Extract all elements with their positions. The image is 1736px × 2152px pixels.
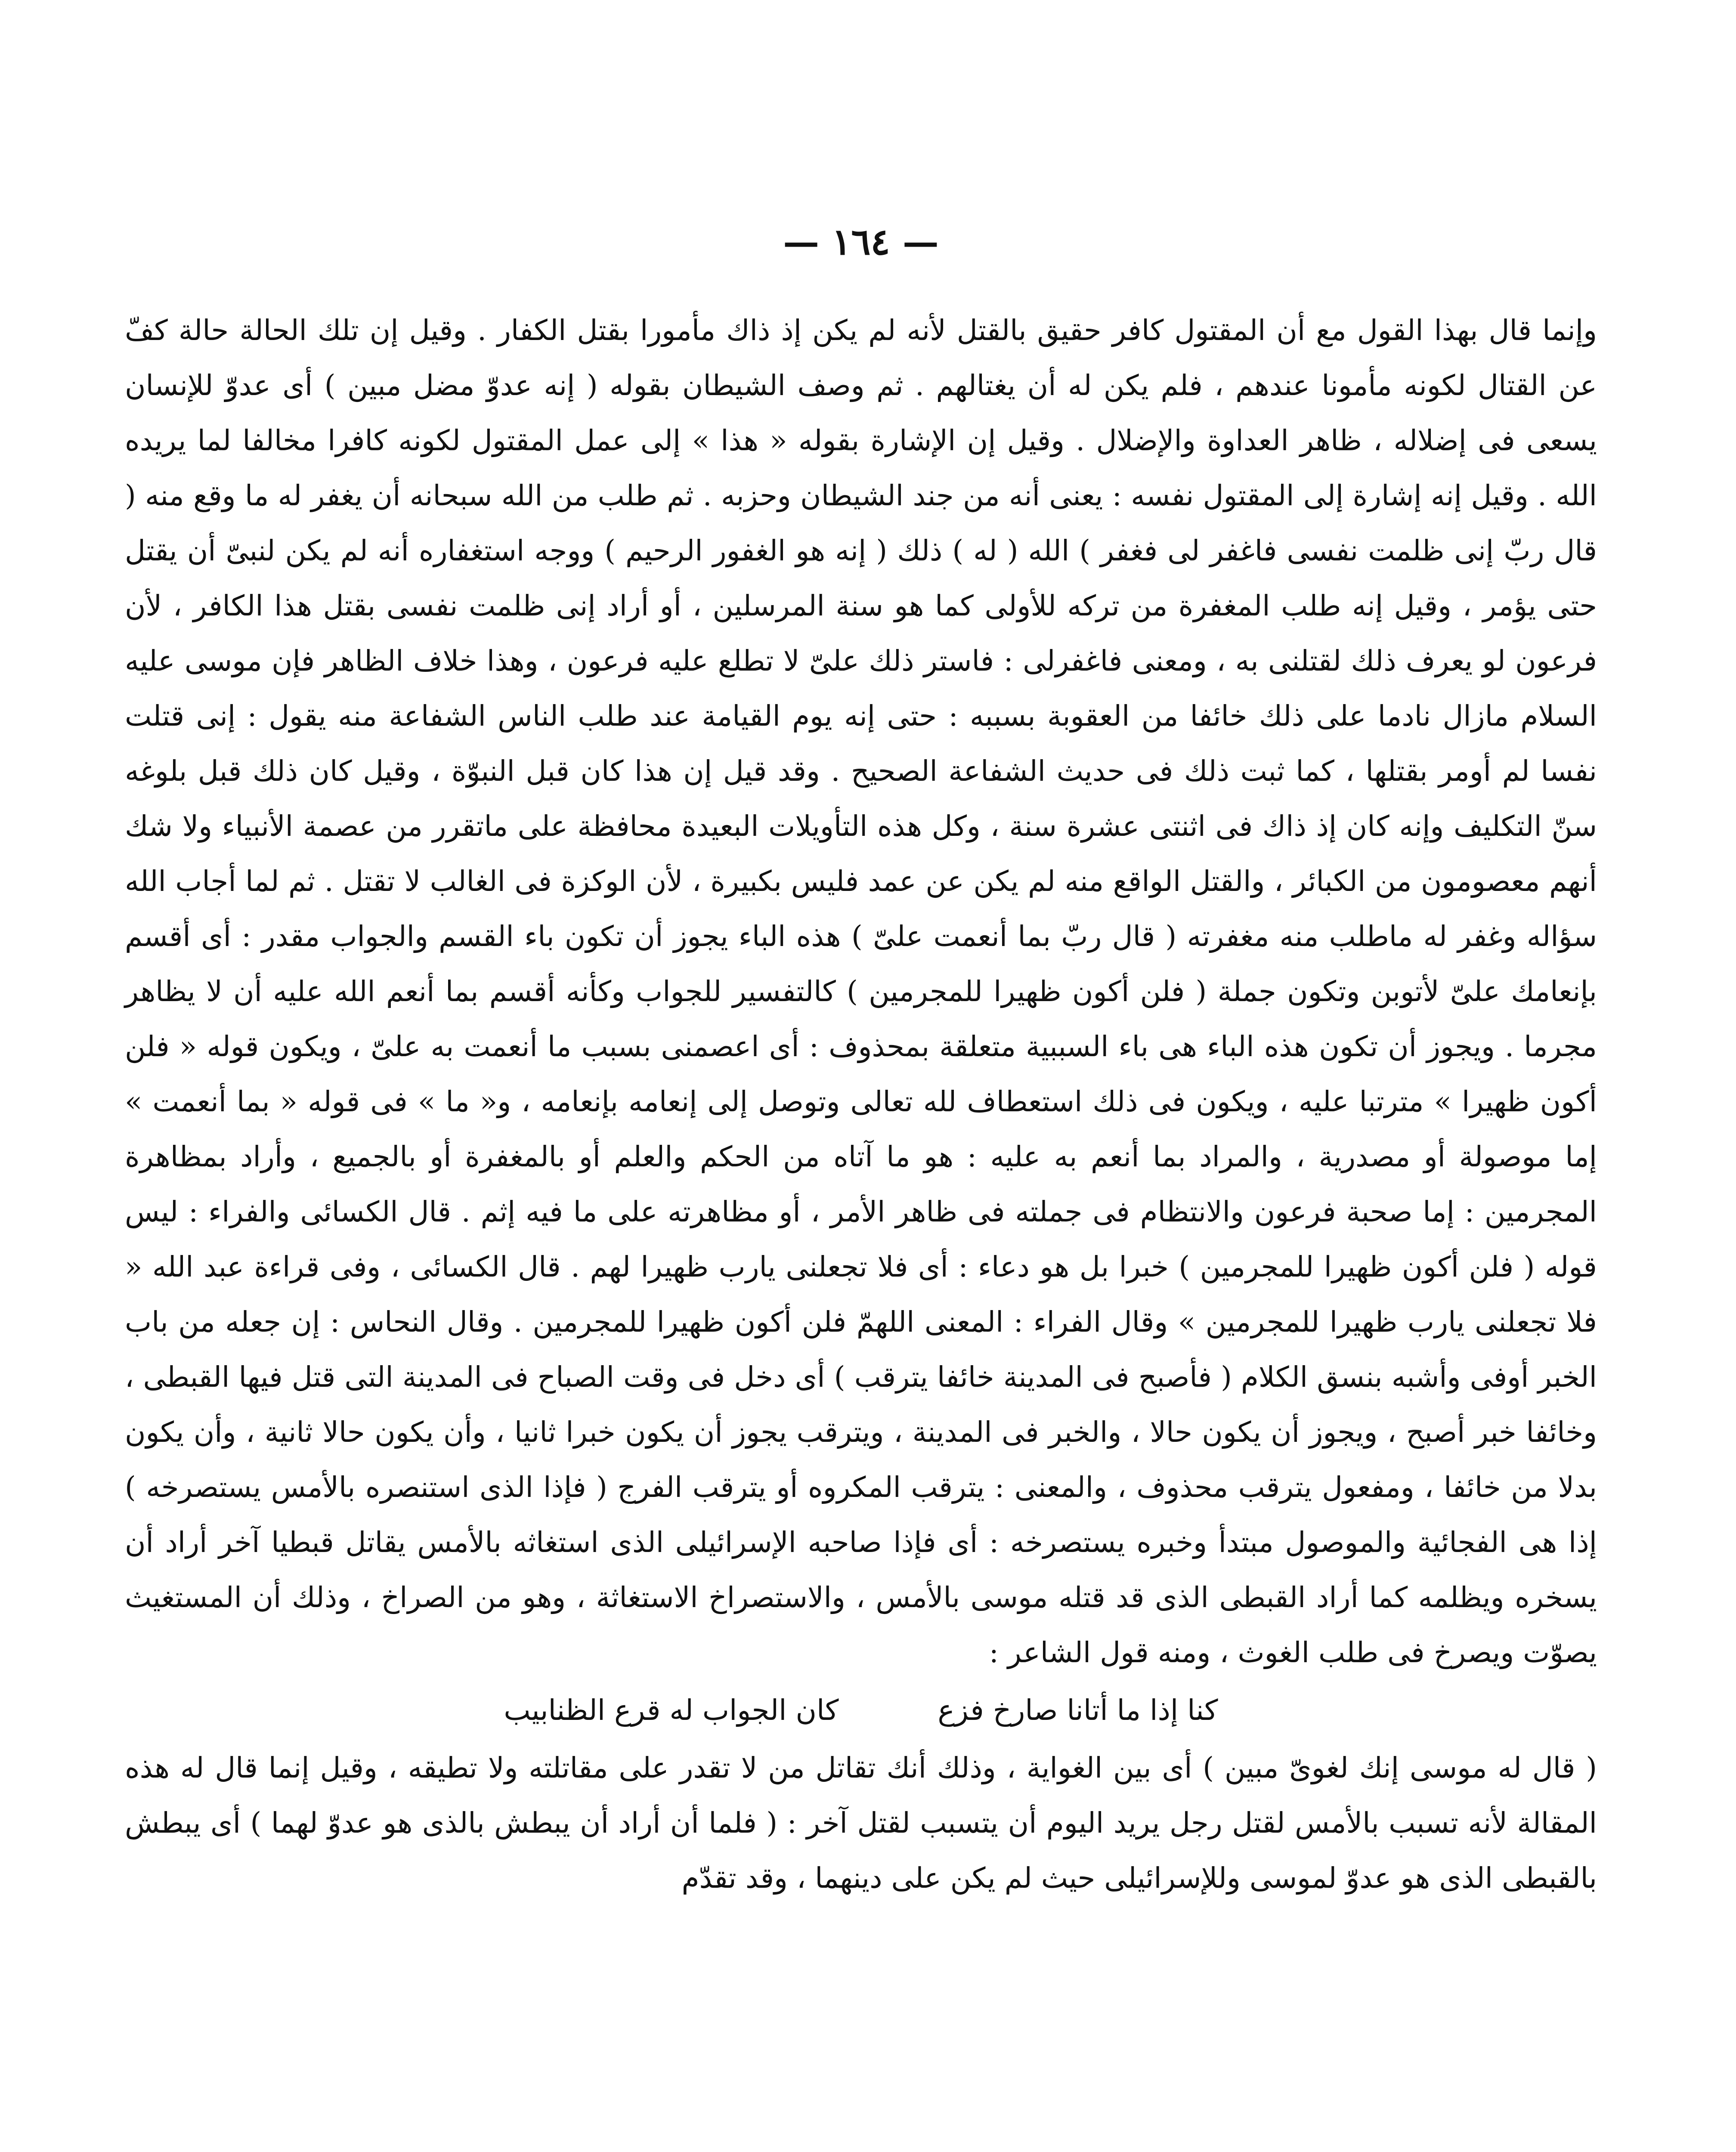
page-number: — ١٦٤ — bbox=[783, 220, 939, 263]
body-text bbox=[125, 303, 1597, 1906]
verse-first-hemistich: كنا إذا ما أتانا صارخ فزع bbox=[938, 1694, 1218, 1727]
page bbox=[125, 220, 1597, 2152]
closing-paragraph: ( قال له موسى إنك لغوىّ مبين ) أى بين الغواية ، وذلك أنك تقاتل من لا تقدر على مقاتلته ولا تطيقه ، وقيل إنما قال له هذه المقالة لأنه تسبب بالأمس لقتل رجل يريد اليوم أن يتسبب لقتل آخر : ( فلما أن أراد أن يبطش بالذى هو عدوّ لهما ) أى يبطش بالقبطى الذى هو عدوّ لموسى وللإسرائيلى حيث لم يكن على دينهما ، وقد تقدّم bbox=[125, 1751, 1597, 1895]
poetry-verse bbox=[125, 1683, 1597, 1738]
main-paragraph: وإنما قال بهذا القول مع أن المقتول كافر حقيق بالقتل لأنه لم يكن إذ ذاك مأمورا بقتل الكفار . وقيل إن تلك الحالة حالة كفّ عن القتال لكونه مأمونا عندهم ، فلم يكن له أن يغتالهم . ثم وصف الشيطان بقوله ( إنه عدوّ مضل مبين ) أى عدوّ للإنسان يسعى فى إضلاله ، ظاهر العداوة والإضلال . وقيل إن الإشارة بقوله « هذا » إلى عمل المقتول لكونه كافرا مخالفا لما يريده الله . وقيل إنه إشارة إلى المقتول نفسه : يعنى أنه من جند الشيطان وحزبه . ثم طلب من الله سبحانه أن يغفر له ما وقع منه ( قال ربّ إنى ظلمت نفسى فاغفر لى فغفر ) الله ( له ) ذلك ( إنه هو الغفور الرحيم ) ووجه استغفاره أنه لم يكن لنبىّ أن يقتل حتى يؤمر ، وقيل إنه طلب المغفرة من تركه للأولى كما هو سنة المرسلين ، أو أراد إنى ظلمت نفسى بقتل هذا الكافر ، لأن فرعون لو يعرف ذلك لقتلنى به ، ومعنى فاغفرلى : فاستر ذلك علىّ لا تطلع عليه فرعون ، وهذا خلاف الظاهر فإن موسى عليه السلام مازال نادما على ذلك خائفا من العقوبة بسببه : حتى إنه يوم القيامة عند طلب الناس الشفاعة منه يقول : إنى قتلت نفسا لم أومر بقتلها ، كما ثبت ذلك فى حديث الشفاعة الصحيح . وقد قيل إن هذا كان قبل النبوّة ، وقيل كان ذلك قبل بلوغه سنّ التكليف وإنه كان إذ ذاك فى اثنتى عشرة سنة ، وكل هذه التأويلات البعيدة محافظة على ماتقرر من عصمة الأنبياء ولا شك أنهم معصومون من الكبائر ، والقتل الواقع منه لم يكن عن عمد فليس بكبيرة ، لأن الوكزة فى الغالب لا تقتل . ثم لما أجاب الله سؤاله وغفر له ماطلب منه مغفرته ( قال ربّ بما أنعمت علىّ ) هذه الباء يجوز أن تكون باء القسم والجواب مقدر : أى أقسم بإنعامك علىّ لأتوبن وتكون جملة ( فلن أكون ظهيرا للمجرمين ) كالتفسير للجواب وكأنه أقسم بما أنعم الله عليه أن لا يظاهر مجرما . ويجوز أن تكون هذه الباء هى باء السببية متعلقة بمحذوف : أى اعصمنى بسبب ما أنعمت به علىّ ، ويكون قوله « فلن أكون ظهيرا » مترتبا عليه ، ويكون فى ذلك استعطاف لله تعالى وتوصل إلى إنعامه بإنعامه ، و« ما » فى قوله « بما أنعمت » إما موصولة أو مصدرية ، والمراد بما أنعم به عليه : هو ما آتاه من الحكم والعلم أو بالمغفرة أو بالجميع ، وأراد بمظاهرة المجرمين : إما صحبة فرعون والانتظام فى جملته فى ظاهر الأمر ، أو مظاهرته على ما فيه إثم . قال الكسائى والفراء : ليس قوله ( فلن أكون ظهيرا للمجرمين ) خبرا بل هو دعاء : أى فلا تجعلنى يارب ظهيرا لهم . قال الكسائى ، وفى قراءة عبد الله « فلا تجعلنى يارب ظهيرا للمجرمين » وقال الفراء : المعنى اللهمّ فلن أكون ظهيرا للمجرمين . وقال النحاس : إن جعله من باب الخبر أوفى وأشبه بنسق الكلام ( فأصبح فى المدينة خائفا يترقب ) أى دخل فى وقت الصباح فى المدينة التى قتل فيها القبطى ، وخائفا خبر أصبح ، ويجوز أن يكون حالا ، والخبر فى المدينة ، ويترقب يجوز أن يكون خبرا ثانيا ، وأن يكون حالا ثانية ، وأن يكون بدلا من خائفا ، ومفعول يترقب محذوف ، والمعنى : يترقب المكروه أو يترقب الفرج ( فإذا الذى استنصره بالأمس يستصرخه ) إذا هى الفجائية والموصول مبتدأ وخبره يستصرخه : أى فإذا صاحبه الإسرائيلى الذى استغاثه بالأمس يقاتل قبطيا آخر أراد أن يسخره ويظلمه كما أراد القبطى الذى قد قتله موسى بالأمس ، والاستصراخ الاستغاثة ، وهو من الصراخ ، وذلك أن المستغيث يصوّت ويصرخ فى طلب الغوث ، ومنه قول الشاعر : bbox=[125, 314, 1597, 1669]
verse-second-hemistich: كان الجواب له قرع الظنابيب bbox=[504, 1694, 839, 1727]
